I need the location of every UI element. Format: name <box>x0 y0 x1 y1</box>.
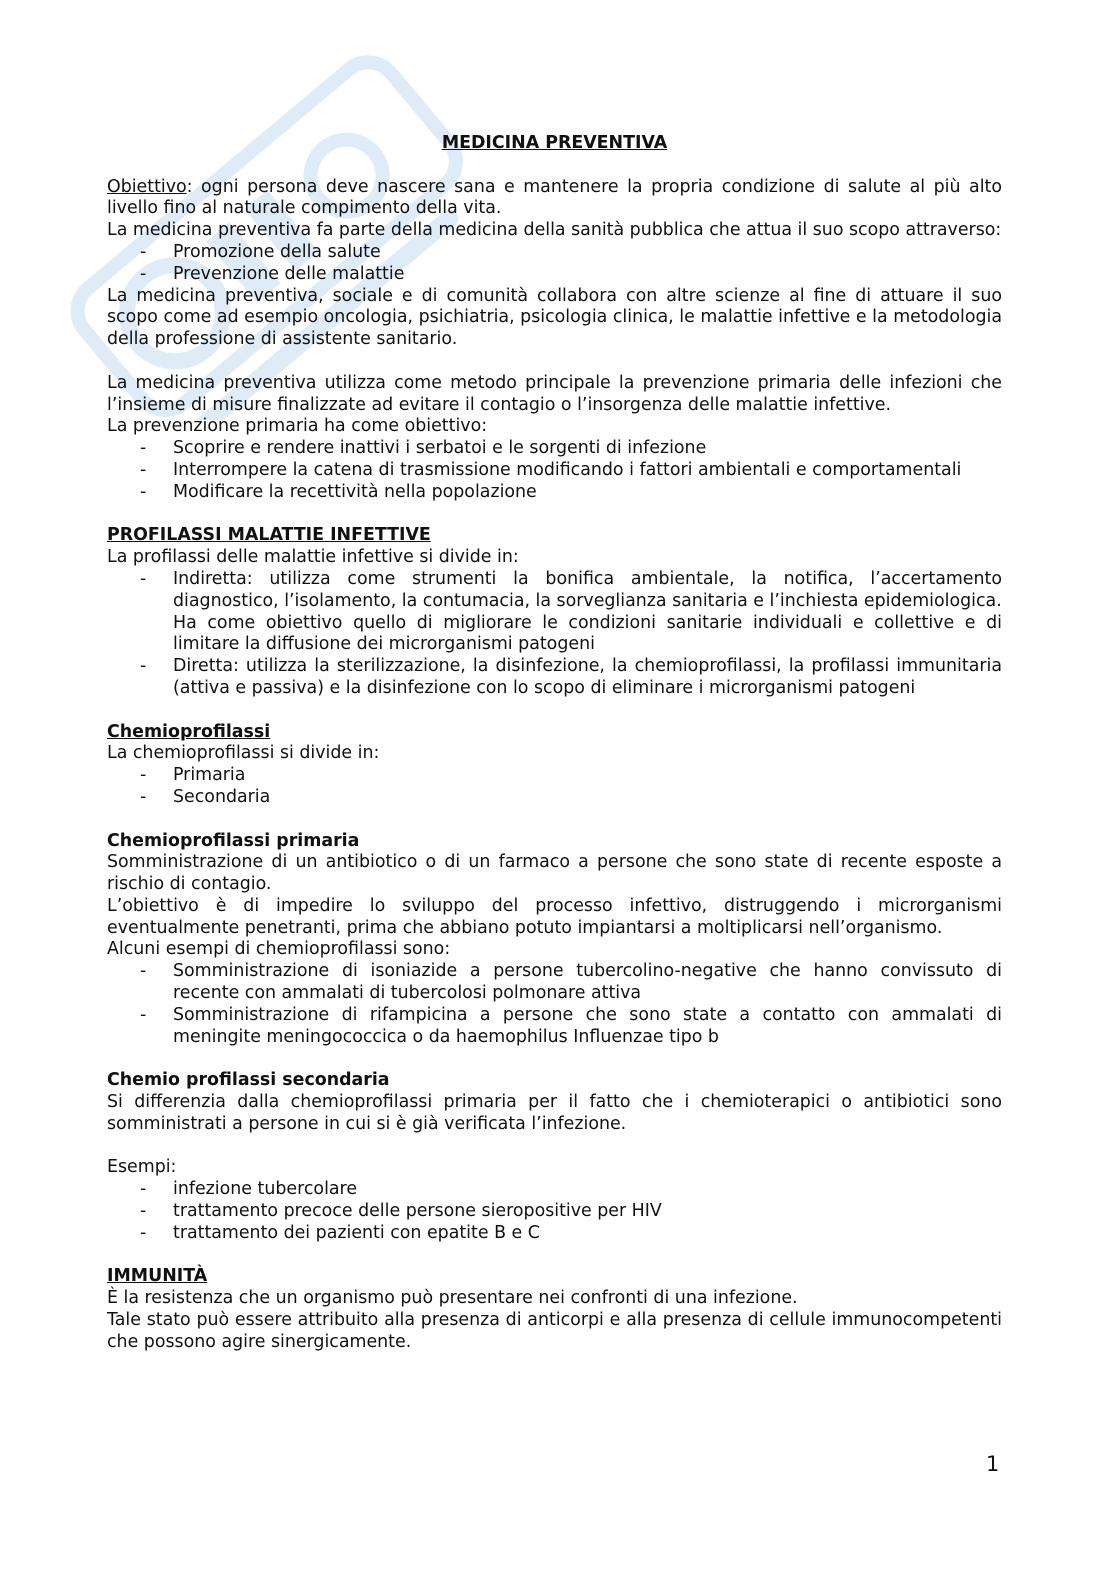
section-heading-immunita: IMMUNITÀ <box>107 1266 208 1287</box>
objective-label: Obiettivo <box>107 176 187 197</box>
prevention-list <box>107 438 1002 503</box>
immunita-paragraph-2: Tale stato può essere attribuito alla presenza di anticorpi e alla presenza di cellule immunocompetenti che possono agire sinergicamente. <box>107 1310 1002 1352</box>
secondaria-list <box>107 1179 1002 1244</box>
list-item: - Interrompere la catena di trasmissione modificando i fattori ambientali e comportamentali <box>107 460 1002 482</box>
profilassi-list <box>107 569 1002 700</box>
primary-prevention-paragraph: La medicina preventiva utilizza come metodo principale la prevenzione primaria delle infezioni che l’insieme di misure finalizzate ad evitare il contagio o l’insorgenza delle malattie infettive. <box>107 372 1002 415</box>
page-number: 1 <box>986 1452 1000 1476</box>
objective-paragraph <box>107 177 1002 221</box>
section-heading-chemioprofilassi: Chemioprofilassi <box>107 721 271 742</box>
primaria-objective-paragraph: L’obiettivo è di impedire lo sviluppo del processo infettivo, distruggendo i microrganismi eventualmente penetranti, prima che abbiano potuto impiantarsi a moltiplicarsi nell’organismo. <box>107 895 1002 938</box>
list-item: - Diretta: utilizza la sterilizzazione, la disinfezione, la chemioprofilassi, la profilassi immunitaria (attiva e passiva) e la disinfezione con lo scopo di eliminare i microrganismi patogeni <box>107 656 1002 700</box>
primaria-examples-paragraph: Alcuni esempi di chemioprofilassi sono: <box>107 939 451 960</box>
list-item: - Somministrazione di isoniazide a persone tubercolino-negative che hanno convissuto di recente con ammalati di tubercolosi polmonare attiva <box>107 961 1002 1005</box>
primaria-paragraph: Somministrazione di un antibiotico o di un farmaco a persone che sono state di recente esposte a rischio di contagio. <box>107 852 1002 895</box>
list-item: - infezione tubercolare <box>107 1179 1002 1201</box>
chemio-paragraph: La chemioprofilassi si divide in: <box>107 743 380 764</box>
list-item: - trattamento dei pazienti con epatite B e C <box>107 1223 1002 1245</box>
list-item <box>107 569 1002 656</box>
chemio-list <box>107 765 1002 809</box>
list-item-text: - Indiretta: utilizza come strumenti la bonifica ambientale, la notifica, l’accertamento diagnostico, l’isolamento, la contumacia, la sorveglianza sanitaria e l’inchiesta epidemiologica. <box>173 568 1002 611</box>
immunita-paragraph: È la resistenza che un organismo può presentare nei confronti di una infezione. <box>107 1288 798 1309</box>
list-item-text-continued: Ha come obiettivo quello di migliorare le condizioni sanitarie individuali e collettive e di limitare la diffusione dei microrganismi patogeni <box>173 612 1002 655</box>
list-item: - Somministrazione di rifampicina a persone che sono state a contatto con ammalati di meningite meningococcica o da haemophilus Influenzae tipo b <box>107 1005 1002 1049</box>
profilassi-paragraph: La profilassi delle malattie infettive si divide in: <box>107 547 519 568</box>
collaboration-paragraph: La medicina preventiva, sociale e di comunità collabora con altre scienze al fine di attuare il suo scopo come ad esempio oncologia, psichiatria, psicologia clinica, le malattie infettive e la metodologia della professione di assistente sanitario. <box>107 285 1002 350</box>
section-heading-profilassi: PROFILASSI MALATTIE INFETTIVE <box>107 525 431 546</box>
list-item: - Prevenzione delle malattie <box>107 264 1002 286</box>
list-item: - Secondaria <box>107 787 1002 809</box>
document-title: MEDICINA PREVENTIVA <box>441 133 668 153</box>
list-item: - Promozione della salute <box>107 242 1002 264</box>
list-item: - Primaria <box>107 765 1002 787</box>
intro-paragraph: La medicina preventiva fa parte della medicina della sanità pubblica che attua il suo scopo attraverso: <box>107 220 1002 241</box>
document-body <box>107 133 1002 1354</box>
section-heading-primaria: Chemioprofilassi primaria <box>107 830 360 851</box>
list-item: - trattamento precoce delle persone sieropositive per HIV <box>107 1201 1002 1223</box>
prevention-objective-paragraph: La prevenzione primaria ha come obiettivo: <box>107 416 488 437</box>
section-heading-secondaria: Chemio profilassi secondaria <box>107 1070 390 1091</box>
objective-text: : ogni persona deve nascere sana e mantenere la propria condizione di salute al più alto livello fino al naturale compimento della vita. <box>107 176 1002 219</box>
examples-label: Esempi: <box>107 1157 177 1178</box>
list-item: - Modificare la recettività nella popolazione <box>107 482 1002 504</box>
secondaria-paragraph: Si differenzia dalla chemioprofilassi primaria per il fatto che i chemioterapici o antibiotici sono somministrati a persone in cui si è già verificata l’infezione. <box>107 1092 1002 1134</box>
list-item: - Scoprire e rendere inattivi i serbatoi e le sorgenti di infezione <box>107 438 1002 460</box>
primaria-list <box>107 961 1002 1048</box>
intro-list <box>107 242 1002 286</box>
